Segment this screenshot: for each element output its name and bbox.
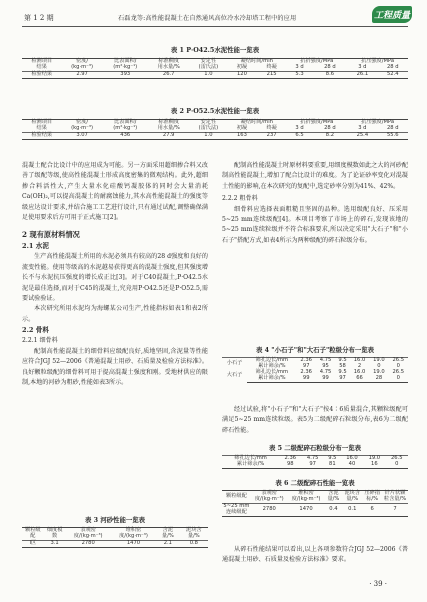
t2-c5: 163 bbox=[227, 132, 257, 139]
table6 bbox=[222, 490, 408, 517]
t4-r1c2: 97 bbox=[302, 362, 310, 369]
section-2-heading: 2 现有原材料情况 bbox=[22, 230, 80, 240]
t4-r3c4: 97 bbox=[335, 376, 350, 382]
t2-c6: 237 bbox=[257, 132, 287, 139]
t3-c1: 3.1 bbox=[44, 540, 66, 547]
table1-caption: 表 1 P·O42.5水泥性能一览表 bbox=[170, 46, 260, 54]
t2-c8: 8.2 bbox=[313, 132, 348, 139]
left-para-2: 生产高性能混凝土所用的水泥必须具有较高的28 d强度和良好的流变性能。使用等级高的水泥越易获得更高的混凝土强度,但其强度增长不与水泥抗压强度的增长成正比[3]。对于C40混凝土,P·O42.5水泥是最佳选择,而对于C45的混凝土,究竟用P·O42.5还是P·O52.5,需要试验验证。 bbox=[22, 253, 208, 303]
t2-hb3: 用水量/% bbox=[157, 124, 180, 131]
t2-hb10: 28 d bbox=[387, 124, 399, 131]
t5-r1c0: 累计筛余/% bbox=[222, 462, 279, 468]
t6-c5: 6 bbox=[362, 503, 382, 516]
t6-h6: 针片状颗粒含量/% bbox=[383, 490, 407, 502]
t1-c2: 393 bbox=[103, 71, 148, 78]
t2-c0: 检验结果 bbox=[22, 132, 61, 139]
t5-r0c2: 4.75 bbox=[302, 456, 324, 462]
table4-caption: 表 4 "小石子"和"大石子"粒级分布一览表 bbox=[255, 346, 375, 354]
t2-h6: 抗折强度/MPa bbox=[286, 120, 347, 126]
t2-h2: 比表面积/ bbox=[103, 120, 148, 126]
t5-r1c5: 16 bbox=[363, 462, 385, 468]
t2-h3: 标准稠度 bbox=[148, 120, 190, 126]
t2-hb5: 初凝 bbox=[236, 124, 248, 131]
t4-r3c7: 0 bbox=[389, 376, 408, 382]
t2-c3: 27.9 bbox=[148, 132, 190, 139]
t4-r0c0: 小石子 bbox=[222, 358, 247, 370]
table1 bbox=[22, 58, 408, 79]
t2-hb8: 28 d bbox=[324, 124, 336, 131]
right-para-1: 配制高性能混凝土时原材料要重要,用细度模数如此之大的河砂配制高性能混凝土,增加了配合比设计的难度。为了论证砂率变化对混凝土性能的影响,在本次研究的复配中,选定砂率分别为41%、42%。 bbox=[222, 162, 408, 190]
section-2-2-heading: 2.2 骨料 bbox=[22, 326, 49, 335]
t2-h7: 抗压强度/MPa bbox=[347, 120, 408, 126]
t1-h3: 标准稠度 bbox=[148, 59, 190, 65]
t2-hb2: (m²·kg⁻¹) bbox=[113, 124, 138, 131]
t1-hb6: 终凝 bbox=[266, 63, 277, 70]
t1-hb3: 用水量/% bbox=[157, 63, 180, 70]
t4-r1c5: 2 bbox=[357, 362, 362, 369]
t2-c10: 55.6 bbox=[378, 132, 408, 139]
t2-hb1: (kg·m⁻³) bbox=[71, 124, 94, 131]
t4-r0c3: 4.75 bbox=[316, 358, 335, 364]
t4-r0c4: 9.5 bbox=[335, 358, 350, 364]
t5-r0c3: 9.5 bbox=[324, 456, 341, 462]
t6-h1: 表观密度/(kg·m⁻³) bbox=[251, 491, 288, 504]
right-column-2 bbox=[222, 405, 408, 436]
table3-caption: 表 3 河砂性能一览表 bbox=[84, 516, 146, 524]
t5-r1c6: 0 bbox=[386, 462, 408, 468]
table-row bbox=[22, 540, 208, 547]
t4-r3c3: 99 bbox=[316, 376, 335, 382]
t1-c4: 1.0 bbox=[190, 71, 227, 78]
right-column-3 bbox=[222, 545, 408, 566]
page-number: · 39 · bbox=[369, 580, 387, 588]
t5-r0c1: 2.36 bbox=[279, 456, 301, 462]
t1-h4: 安定性 bbox=[190, 59, 227, 65]
t4-r1c6: 0 bbox=[377, 362, 381, 369]
section-2-2-2-heading: 2.2.2 粗骨料 bbox=[222, 195, 258, 203]
t5-r0c4: 16.0 bbox=[341, 456, 363, 462]
t3-c0: I区 bbox=[22, 540, 44, 547]
t4-r1c7: 0 bbox=[396, 362, 400, 369]
t4-r3c2: 99 bbox=[297, 376, 316, 382]
t1-hb10: 28 d bbox=[387, 63, 399, 70]
t1-c8: 8.6 bbox=[313, 71, 348, 78]
t2-hb9: 3 d bbox=[358, 124, 367, 131]
t1-c9: 26.1 bbox=[347, 71, 377, 78]
table-row bbox=[222, 503, 408, 516]
t5-r1c4: 40 bbox=[341, 462, 363, 468]
t1-hb2: (m²·kg⁻¹) bbox=[113, 63, 138, 70]
t4-r1c3: 95 bbox=[322, 362, 329, 369]
t1-c3: 26.7 bbox=[148, 71, 190, 78]
t6-c3: 0.4 bbox=[324, 503, 342, 516]
t4-r3c5: 66 bbox=[350, 376, 369, 382]
t1-h6: 抗折强度/MPa bbox=[286, 59, 347, 65]
t6-h2: 堆积密度/(kg·m⁻³) bbox=[288, 491, 325, 504]
t6-h5: 压碎指标/% bbox=[362, 491, 382, 504]
t2-h1: 密度/ bbox=[61, 120, 102, 126]
t2-c7: 6.5 bbox=[286, 132, 312, 139]
t4-r2c1: 筛孔边长/mm bbox=[255, 368, 289, 375]
t1-h1: 密度/ bbox=[61, 59, 102, 65]
t3-h2: 表观密度/(kg·m⁻³) bbox=[66, 528, 111, 541]
table2 bbox=[22, 119, 408, 140]
t2-c4: 1.0 bbox=[190, 132, 227, 139]
t2-h5: 凝结时间/min bbox=[227, 120, 286, 126]
table4 bbox=[222, 357, 408, 383]
t4-r2c7: 26.5 bbox=[392, 368, 405, 375]
t5-r0c5: 19.0 bbox=[363, 456, 385, 462]
left-para-1: 混凝土配合比设计中的应用成为可能。另一方面采用超细掺合料又改善了级配等级,使高性能混凝土形成高度密集的微观结构。此外,超细掺合料活性大,产生大量水化硅酸钙凝胶体的同时会大量消耗Ca(OH)₂,可以提高混凝土的耐腐蚀能力,其水高性能混凝土的强度等级应达设计要求,并结合施工工艺进行设计,只有通过试配,调整确保满足使用要求后方可用于正式施工[2]。 bbox=[22, 162, 208, 222]
t3-c4: 2.1 bbox=[156, 540, 180, 547]
t4-r2c2: 2.36 bbox=[300, 368, 312, 375]
t5-r1c3: 81 bbox=[324, 462, 341, 468]
t1-hb1: (kg·m⁻³) bbox=[71, 63, 94, 70]
t4-r1c4: 58 bbox=[339, 362, 346, 369]
table5 bbox=[222, 455, 408, 469]
t4-r2c4: 9.5 bbox=[338, 368, 347, 375]
logo-text: 工程质量 bbox=[373, 11, 410, 21]
t1-c6: 215 bbox=[257, 71, 287, 78]
t1-c0: 检验结果 bbox=[22, 71, 61, 78]
t1-h0: 检测项目 bbox=[22, 59, 61, 65]
t2-h0: 检测项目 bbox=[22, 120, 61, 126]
t3-c3: 1470 bbox=[111, 540, 156, 547]
table5-caption: 表 5 二级配碎石粒级分布一览表 bbox=[269, 444, 361, 452]
t2-c2: 436 bbox=[103, 132, 148, 139]
left-column bbox=[22, 161, 208, 388]
t3-h3: 堆积密度/(kg·m⁻³) bbox=[111, 528, 156, 541]
t4-r2c0: 大石子 bbox=[226, 372, 243, 379]
left-para-4: 配制高性能混凝土的细骨料应级配良好,质地坚固,含泥量等性能应符合JGJ 52—2006《普通混凝土用砂、石质量及检验方法标准》。良好颗粒级配的细骨料可用于提高混凝土强度和刚。受地材供应的限制,本地的河砂为粗砂,性能如表3所示。 bbox=[22, 347, 208, 386]
journal-logo bbox=[372, 6, 412, 23]
t3-h1: 细度模数 bbox=[44, 528, 66, 541]
header-rule bbox=[22, 26, 408, 27]
t6-c0: 5~25 mm连续级配 bbox=[223, 502, 250, 515]
t2-hb0: 结果 bbox=[36, 124, 47, 131]
t3-c2: 2780 bbox=[66, 540, 111, 547]
t2-c1: 3.07 bbox=[61, 132, 102, 139]
t6-c4: 0.1 bbox=[342, 503, 362, 516]
issue-number: 第 1 2 期 bbox=[24, 14, 54, 22]
t1-c10: 52.4 bbox=[378, 71, 408, 78]
t4-r0c2: 2.36 bbox=[297, 358, 316, 364]
t6-c2: 1470 bbox=[288, 503, 325, 516]
t4-r0c1: 筛孔边长/mm bbox=[247, 358, 296, 364]
t4-r3c1: 累计筛余/% bbox=[247, 376, 296, 382]
section-2-2-1-heading: 2.2.1 细骨料 bbox=[22, 337, 58, 345]
section-2-1-heading: 2.1 水泥 bbox=[22, 242, 49, 251]
t4-r2c5: 16.0 bbox=[353, 368, 366, 375]
right-para-3: 经过试验,将"小石子"和"大石子"按4∶6质量混合,其颗粒级配可满足5~25 mm连续粒级。表5为二级配碎石粒级分布,表6为二级配碎石性能。 bbox=[222, 406, 408, 434]
t4-r3c6: 28 bbox=[369, 376, 388, 382]
t3-h4: 含泥量/% bbox=[156, 528, 180, 541]
running-title: 石磊龙等:高性能混凝土在自然通风高位冷水冷却塔工程中的应用 bbox=[118, 15, 297, 22]
table2-caption: 表 2 P·O52.5水泥性能一览表 bbox=[170, 107, 260, 115]
t2-hb4: (雷氏法) bbox=[198, 124, 219, 131]
t6-h3: 含泥量/% bbox=[324, 491, 342, 504]
left-para-3: 本次研究所用水泥均为海螺某公司生产,性能指标如表1和表2所示。 bbox=[22, 305, 208, 323]
t1-h5: 凝结时间/min bbox=[227, 59, 286, 65]
table3 bbox=[22, 527, 208, 548]
t4-r2c6: 19.0 bbox=[373, 368, 385, 375]
right-para-2: 细骨料应选择表面粗糙且坚固的品种。选用级配良好、压采用5~25 mm连续级配[4]。本项目考察了市场上的碎石,发现该地的5~25 mm连续粒级并不符合标准要求,所以决定采用"大石子"和"小石子"搭配方式,如表4所示为两种级配的碎石粒级分布。 bbox=[222, 205, 408, 244]
t1-hb4: (雷氏法) bbox=[198, 63, 219, 70]
table-row bbox=[22, 71, 408, 78]
t6-c6: 7 bbox=[382, 503, 408, 516]
right-column bbox=[222, 161, 408, 246]
t3-c5: 0.8 bbox=[180, 540, 208, 547]
t4-r0c6: 19.0 bbox=[369, 358, 388, 364]
table-row bbox=[222, 376, 408, 382]
t1-hb0: 结果 bbox=[36, 63, 47, 70]
table-row bbox=[22, 132, 408, 139]
right-para-4: 从碎石性能结果可以看出,以上各项参数符合JGJ 52—2006《普通混凝土用砂、石质量及检验方法标准》要求。 bbox=[222, 546, 408, 564]
t2-h4: 安定性 bbox=[190, 120, 227, 126]
t4-r1c1: 累计筛余/% bbox=[258, 362, 286, 369]
t1-h7: 抗压强度/MPa bbox=[347, 59, 408, 65]
t1-hb7: 3 d bbox=[295, 63, 304, 70]
t6-h4: 泥块含量/% bbox=[342, 491, 362, 504]
table-row bbox=[222, 462, 408, 468]
t5-r1c1: 98 bbox=[279, 462, 301, 468]
t1-c7: 5.3 bbox=[286, 71, 312, 78]
t6-c1: 2780 bbox=[251, 503, 288, 516]
t4-r0c5: 16.0 bbox=[350, 358, 369, 364]
t4-r2c3: 4.75 bbox=[319, 368, 332, 375]
t5-r1c2: 97 bbox=[302, 462, 324, 468]
t1-hb8: 28 d bbox=[324, 63, 336, 70]
t2-hb7: 3 d bbox=[295, 124, 304, 131]
t1-c5: 120 bbox=[227, 71, 257, 78]
t5-r0c6: 26.5 bbox=[386, 456, 408, 462]
t2-c9: 25.4 bbox=[347, 132, 377, 139]
t1-hb9: 3 d bbox=[358, 63, 367, 70]
t1-h2: 比表面积/ bbox=[103, 59, 148, 65]
t5-r0c0: 筛孔边长/mm bbox=[222, 456, 279, 462]
t6-h0: 颗粒级配 bbox=[222, 491, 251, 504]
t1-hb5: 初凝 bbox=[236, 63, 248, 70]
t3-h5: 泥块含量/% bbox=[180, 528, 208, 541]
t1-c1: 2.97 bbox=[61, 71, 102, 78]
t2-hb6: 终凝 bbox=[266, 124, 277, 131]
table6-caption: 表 6 二级配碎石性能一览表 bbox=[275, 479, 355, 487]
t3-h0: 颗粒级配 bbox=[22, 528, 44, 541]
t4-r0c7: 26.5 bbox=[389, 358, 408, 364]
